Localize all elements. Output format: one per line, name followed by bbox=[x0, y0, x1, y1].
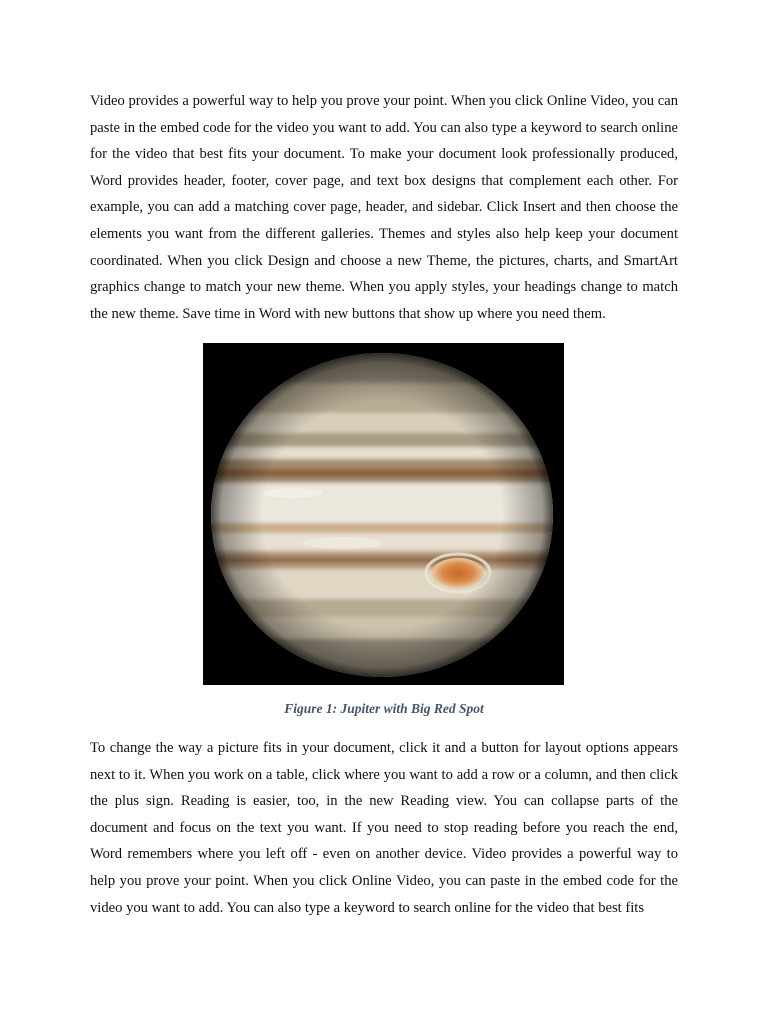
jupiter-image bbox=[203, 343, 564, 685]
body-paragraph-2: To change the way a picture fits in your document, click it and a button for layout options appears next to it. When you work on a table, click where you want to add a row or a column, and then click the plus sign. Reading is easier, too, in the new Reading view. You can collapse parts of the document and focus on the text you want. If you need to stop reading before you reach the end, Word remembers where you left off - even on another device. Video provides a powerful way to help you prove your point. When you click Online Video, you can paste in the embed code for the video you want to add. You can also type a keyword to search online for the video that best fits bbox=[90, 740, 678, 916]
figure-caption: Figure 1: Jupiter with Big Red Spot bbox=[284, 701, 484, 716]
jupiter-illustration bbox=[203, 343, 564, 685]
body-paragraph-1: Video provides a powerful way to help you prove your point. When you click Online Video, you can paste in the embed code for the video you want to add. You can also type a keyword to search online for the video that best fits your document. To make your document look professionally produced, Word provides header, footer, cover page, and text box designs that complement each other. For example, you can add a matching cover page, header, and sidebar. Click Insert and then choose the elements you want from the different galleries. Themes and styles also help keep your document coordinated. When you click Design and choose a new Theme, the pictures, charts, and SmartArt graphics change to match your new theme. When you apply styles, your headings change to match the new theme. Save time in Word with new buttons that show up where you need them. bbox=[90, 93, 678, 322]
